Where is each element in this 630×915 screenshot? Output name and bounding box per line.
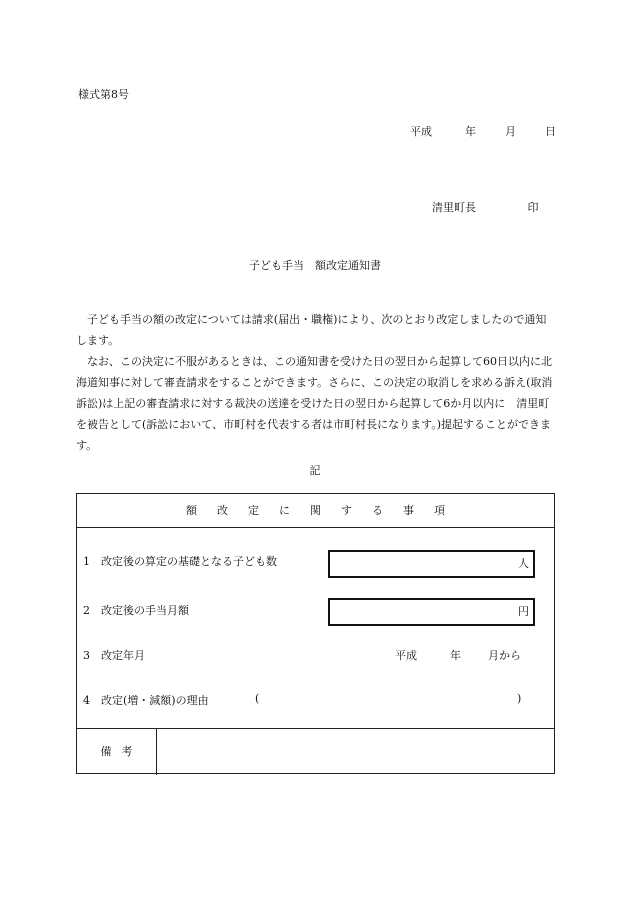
reason-paren-open: ( — [255, 692, 260, 705]
row-label: 改定年月 — [101, 649, 145, 662]
seal-mark: 印 — [527, 201, 539, 214]
children-count-field[interactable] — [328, 550, 535, 578]
row-monthly-amount — [83, 602, 189, 618]
ki-mark: 記 — [309, 464, 321, 477]
date-month: 月 — [505, 125, 516, 138]
row-number: 1 — [83, 555, 90, 568]
mayor-name: 清里町長 — [432, 201, 476, 214]
revision-month-value — [395, 647, 521, 663]
document-title: 子ども手当 額改定通知書 — [249, 259, 381, 272]
revision-month-from: 月から — [488, 649, 521, 662]
table-header: 額改定に関する事項 — [77, 494, 554, 528]
date-year: 年 — [465, 125, 476, 138]
notice-body — [76, 309, 561, 456]
revision-year: 年 — [450, 649, 461, 662]
revision-era: 平成 — [395, 649, 417, 662]
row-number: 2 — [83, 604, 90, 617]
monthly-amount-field[interactable] — [328, 598, 535, 626]
issue-date — [410, 123, 556, 139]
form-number: 様式第8号 — [78, 88, 129, 101]
row-revision-reason — [83, 692, 209, 708]
body-paragraph-2: なお、この決定に不服があるときは、この通知書を受けた日の翌日から起算して60日以内に北海道知事に対して審査請求をすることができます。さらに、この決定の取消しを求める訴え(取消訴訟)は上記の審査請求に対する裁決の送達を受けた日の翌日から起算して6か月以内に 清里町 を被告として(訴訟において、市町村を代表する者は市町村長になります。)提起することができます。 — [76, 355, 561, 452]
row-number: 4 — [83, 694, 90, 707]
row-number: 3 — [83, 649, 90, 662]
unit-label: 円 — [518, 605, 529, 618]
revision-table — [76, 493, 555, 774]
row-revision-month — [83, 647, 145, 663]
reason-paren-close: ) — [517, 692, 522, 705]
body-paragraph-1: 子ども手当の額の改定については請求(届出・職権)により、次のとおり改定しましたので通知します。 — [76, 313, 547, 347]
date-day: 日 — [545, 125, 556, 138]
unit-label: 人 — [518, 557, 529, 570]
mayor-signature — [432, 199, 539, 215]
row-label: 改定(増・減額)の理由 — [101, 694, 209, 707]
row-children-count — [83, 553, 277, 569]
remarks-label: 備考 — [77, 729, 157, 775]
remarks-row — [77, 728, 554, 774]
date-era: 平成 — [410, 125, 432, 138]
row-label: 改定後の算定の基礎となる子ども数 — [101, 555, 277, 568]
row-label: 改定後の手当月額 — [101, 604, 189, 617]
